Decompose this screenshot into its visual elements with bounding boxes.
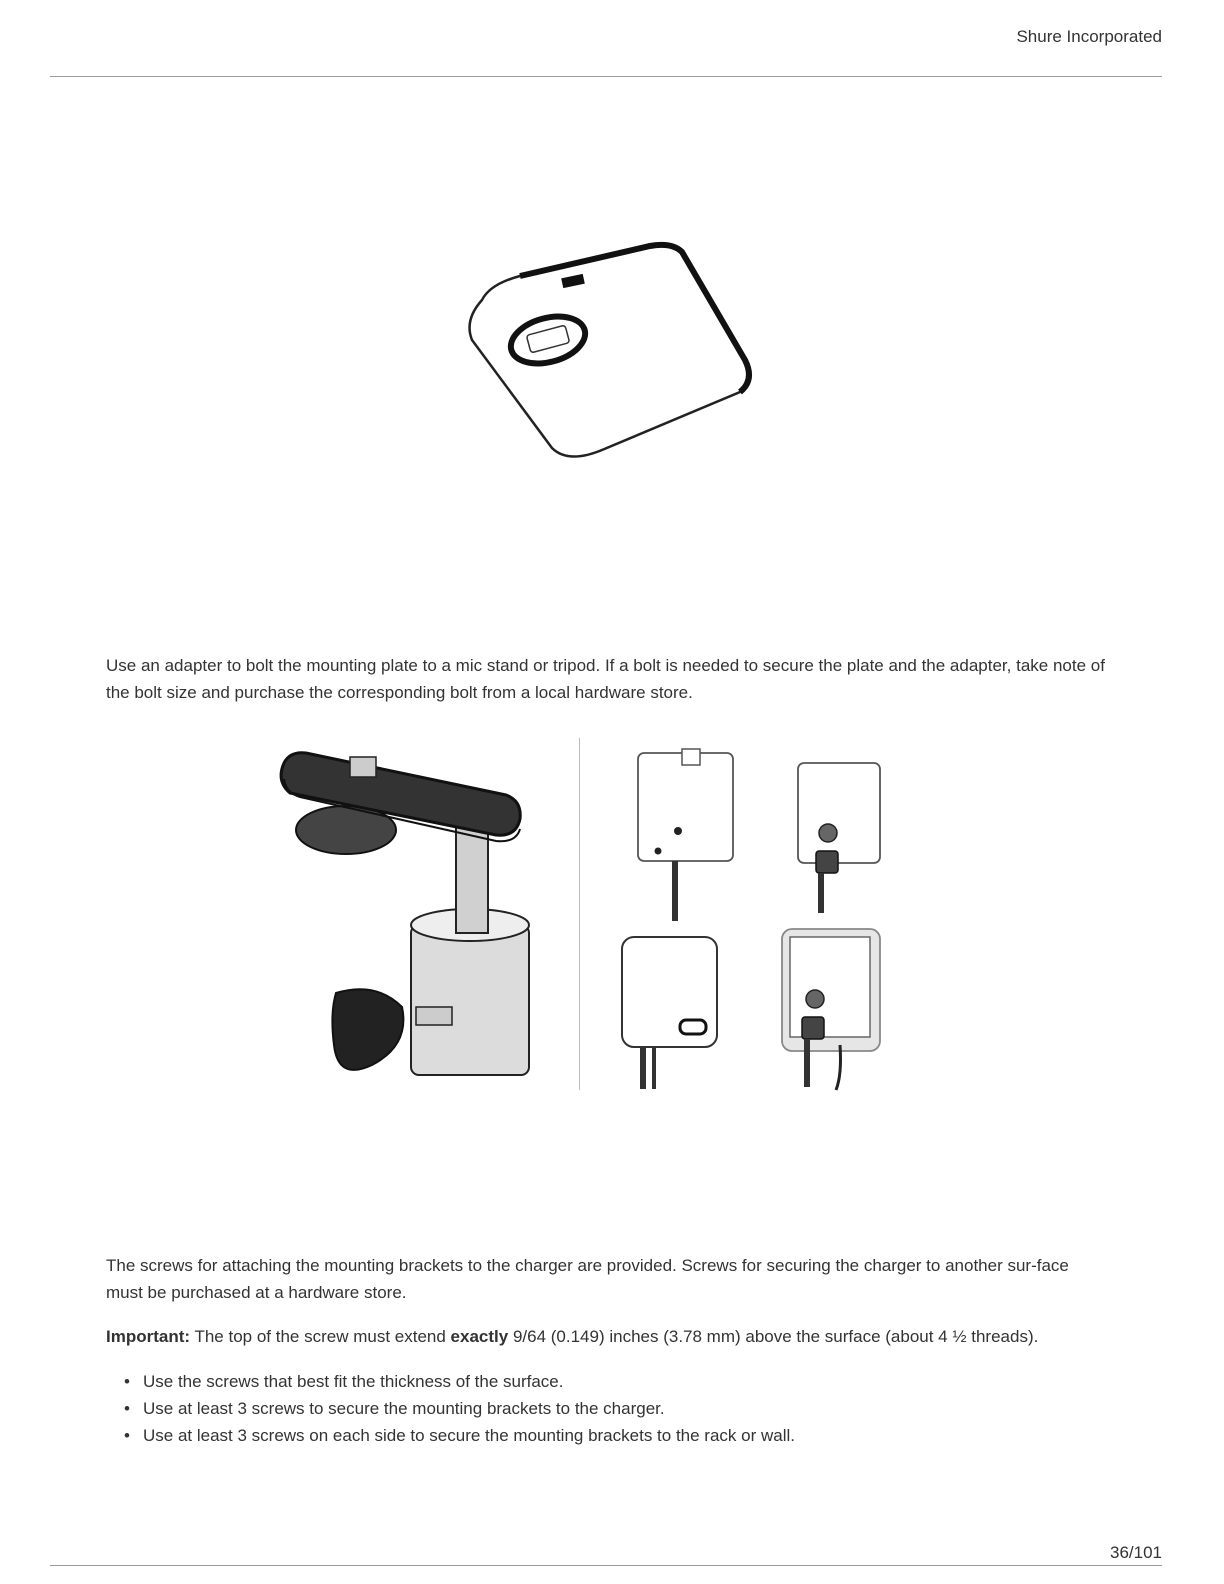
bracket-step-3: [622, 937, 717, 1089]
important-emphasis: exactly: [450, 1327, 509, 1346]
screws-paragraph: The screws for attaching the mounting brackets to the charger are provided. Screws for securing the charger to another sur-face must be purchased at a hardware store.: [106, 1256, 1069, 1302]
screw-guidelines-list: [106, 1368, 795, 1449]
header-company: Shure Incorporated: [1016, 27, 1162, 46]
mic-stand-adapter-illustration: [276, 745, 536, 1085]
list-item: • Use at least 3 screws to secure the mounting brackets to the charger.: [106, 1395, 795, 1422]
illustration-divider: [579, 738, 580, 1090]
page-number: 36/101: [1110, 1543, 1162, 1562]
header-divider: [50, 76, 1162, 77]
bracket-steps-illustration: [610, 745, 900, 1090]
bracket-step-4: [782, 929, 880, 1090]
important-label: Important:: [106, 1327, 191, 1346]
footer-divider: [50, 1565, 1162, 1566]
important-note: [106, 1323, 1156, 1350]
ceiling-charger-illustration: [460, 240, 770, 470]
important-text-before: The top of the screw must extend: [190, 1327, 451, 1346]
adapter-paragraph: Use an adapter to bolt the mounting plate to a mic stand or tripod. If a bolt is needed to secure the plate and the adapter, take note of the bolt size and purchase the corresponding bolt from a local hardware store.: [106, 656, 1105, 702]
list-item: • Use the screws that best fit the thickness of the surface.: [106, 1368, 795, 1395]
bracket-step-2: [798, 763, 880, 913]
important-text-after: 9/64 (0.149) inches (3.78 mm) above the surface (about 4 ½ threads).: [508, 1327, 1039, 1346]
list-item: • Use at least 3 screws on each side to secure the mounting brackets to the rack or wall.: [106, 1422, 795, 1449]
bracket-step-1: [638, 749, 733, 921]
